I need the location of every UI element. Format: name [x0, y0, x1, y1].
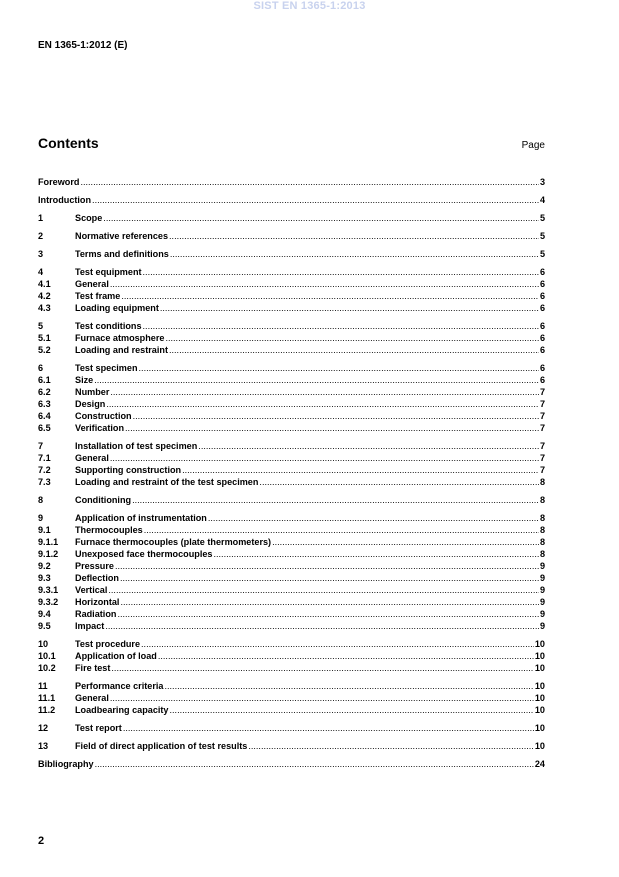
toc-entry[interactable]	[38, 230, 545, 242]
toc-entry-page: 9	[539, 585, 545, 595]
toc-dot-leader	[108, 584, 539, 596]
toc-entry[interactable]	[38, 374, 545, 386]
toc-entry-page: 6	[539, 345, 545, 355]
toc-dot-leader	[110, 386, 539, 398]
toc-group	[38, 230, 545, 242]
toc-entry-number: 3	[38, 249, 44, 259]
toc-entry-number: 4.1	[38, 279, 51, 289]
toc-entry[interactable]	[38, 422, 545, 434]
toc-group	[38, 320, 545, 356]
toc-dot-leader	[139, 362, 539, 374]
toc-entry-number: 9.3.1	[38, 585, 59, 595]
toc-dot-leader	[144, 524, 539, 536]
toc-entry[interactable]	[38, 560, 545, 572]
toc-dot-leader	[123, 722, 534, 734]
toc-entry-title: Loading and restraint of the test specimen	[75, 477, 259, 487]
toc-entry[interactable]	[38, 524, 545, 536]
toc-entry-title: General	[75, 693, 109, 703]
toc-entry[interactable]	[38, 662, 545, 674]
toc-entry[interactable]	[38, 692, 545, 704]
toc-dot-leader	[103, 212, 539, 224]
toc-entry-title: General	[75, 453, 109, 463]
toc-entry-number: 12	[38, 723, 49, 733]
toc-entry-title: Supporting construction	[75, 465, 182, 475]
toc-dot-leader	[125, 422, 539, 434]
toc-entry-page: 10	[534, 741, 545, 751]
toc-entry-title: Normative references	[75, 231, 169, 241]
toc-entry-title: Application of load	[75, 651, 157, 661]
toc-entry[interactable]	[38, 476, 545, 488]
toc-entry-page: 7	[539, 465, 545, 475]
toc-entry-page: 7	[539, 411, 545, 421]
toc-entry-number: 8	[38, 495, 44, 505]
toc-dot-leader	[208, 512, 539, 524]
toc-entry[interactable]	[38, 362, 545, 374]
toc-entry[interactable]	[38, 722, 545, 734]
toc-dot-leader	[182, 464, 539, 476]
toc-entry-title: Verification	[75, 423, 125, 433]
toc-dot-leader	[169, 230, 539, 242]
toc-entry-title: Construction	[75, 411, 132, 421]
toc-dot-leader	[170, 248, 539, 260]
toc-entry[interactable]	[38, 344, 545, 356]
toc-dot-leader	[133, 410, 539, 422]
toc-entry-page: 7	[539, 399, 545, 409]
page-title: Contents	[38, 135, 99, 151]
toc-group	[38, 494, 545, 506]
toc-dot-leader	[213, 548, 538, 560]
toc-dot-leader	[160, 302, 539, 314]
toc-entry-number: 9.2	[38, 561, 51, 571]
toc-entry-number: 5.2	[38, 345, 51, 355]
toc-entry-number: 9.1.2	[38, 549, 59, 559]
toc-entry-page: 5	[539, 249, 545, 259]
toc-entry-number: 7	[38, 441, 44, 451]
toc-dot-leader	[164, 680, 533, 692]
toc-entry-number: 10.1	[38, 651, 56, 661]
toc-entry[interactable]	[38, 758, 545, 770]
toc-entry-number: 9	[38, 513, 44, 523]
toc-entry-title: Conditioning	[75, 495, 132, 505]
toc-entry-page: 7	[539, 423, 545, 433]
toc-dot-leader	[170, 704, 534, 716]
toc-dot-leader	[117, 608, 539, 620]
toc-entry[interactable]	[38, 398, 545, 410]
toc-entry-page: 6	[539, 279, 545, 289]
toc-entry-number: 5	[38, 321, 44, 331]
toc-entry-number: 4.3	[38, 303, 51, 313]
toc-entry[interactable]	[38, 278, 545, 290]
toc-entry-page: 9	[539, 621, 545, 631]
toc-entry-number: 6.2	[38, 387, 51, 397]
toc-entry-title: Test report	[75, 723, 122, 733]
toc-entry-number: 7.1	[38, 453, 51, 463]
toc-entry-title: Horizontal	[75, 597, 120, 607]
toc-dot-leader	[272, 536, 539, 548]
toc-entry-page: 10	[534, 639, 545, 649]
toc-entry-number: 6.3	[38, 399, 51, 409]
toc-dot-leader	[110, 692, 534, 704]
toc-entry-title: Furnace atmosphere	[75, 333, 165, 343]
toc-entry-page: 6	[539, 363, 545, 373]
toc-entry-title: General	[75, 279, 109, 289]
toc-entry[interactable]	[38, 290, 545, 302]
toc-entry-page: 10	[534, 693, 545, 703]
toc-dot-leader	[105, 620, 539, 632]
toc-dot-leader	[95, 758, 534, 770]
toc-dot-leader	[143, 266, 539, 278]
toc-dot-leader	[132, 494, 539, 506]
toc-entry-number: 9.3.2	[38, 597, 59, 607]
toc-entry-title: Scope	[75, 213, 103, 223]
toc-group	[38, 440, 545, 488]
toc-entry[interactable]	[38, 410, 545, 422]
table-of-contents	[38, 176, 545, 776]
document-id: EN 1365-1:2012 (E)	[38, 40, 128, 51]
toc-entry-title: Thermocouples	[75, 525, 143, 535]
toc-entry-page: 6	[539, 303, 545, 313]
toc-entry-number: 4	[38, 267, 44, 277]
toc-group	[38, 638, 545, 674]
toc-entry[interactable]	[38, 248, 545, 260]
toc-entry-page: 24	[534, 759, 545, 769]
toc-entry[interactable]	[38, 740, 545, 752]
toc-dot-leader	[111, 662, 533, 674]
toc-group	[38, 722, 545, 734]
toc-entry-number: 10	[38, 639, 49, 649]
toc-entry-page: 4	[539, 195, 545, 205]
toc-entry-title: Pressure	[75, 561, 114, 571]
toc-entry-title: Size	[75, 375, 94, 385]
toc-entry-title: Bibliography	[38, 759, 94, 769]
toc-dot-leader	[248, 740, 534, 752]
toc-group	[38, 212, 545, 224]
toc-entry[interactable]	[38, 440, 545, 452]
toc-entry-number: 6.5	[38, 423, 51, 433]
toc-entry-page: 8	[539, 513, 545, 523]
toc-entry[interactable]	[38, 572, 545, 584]
toc-entry-page: 6	[539, 321, 545, 331]
watermark: SIST EN 1365-1:2013	[253, 0, 366, 12]
page-number: 2	[38, 835, 45, 847]
toc-entry-number: 9.4	[38, 609, 51, 619]
toc-dot-leader	[120, 596, 538, 608]
toc-entry[interactable]	[38, 302, 545, 314]
toc-dot-leader	[120, 572, 539, 584]
toc-entry[interactable]	[38, 638, 545, 650]
toc-entry-number: 6.4	[38, 411, 51, 421]
toc-entry-title: Field of direct application of test results	[75, 741, 248, 751]
toc-entry-page: 9	[539, 573, 545, 583]
toc-entry[interactable]	[38, 266, 545, 278]
toc-entry-page: 8	[539, 495, 545, 505]
toc-entry-page: 6	[539, 375, 545, 385]
toc-entry-number: 10.2	[38, 663, 56, 673]
toc-entry-title: Unexposed face thermocouples	[75, 549, 213, 559]
toc-entry-number: 2	[38, 231, 44, 241]
toc-entry-page: 8	[539, 477, 545, 487]
toc-entry-page: 7	[539, 453, 545, 463]
toc-entry-number: 4.2	[38, 291, 51, 301]
toc-entry-title: Number	[75, 387, 110, 397]
toc-entry[interactable]	[38, 194, 545, 206]
toc-entry-page: 10	[534, 663, 545, 673]
toc-entry-title: Loading and restraint	[75, 345, 168, 355]
toc-entry-number: 11.1	[38, 693, 56, 703]
toc-entry-title: Design	[75, 399, 106, 409]
toc-entry-page: 9	[539, 597, 545, 607]
toc-entry-number: 9.3	[38, 573, 51, 583]
toc-dot-leader	[115, 560, 539, 572]
toc-entry[interactable]	[38, 386, 545, 398]
toc-entry[interactable]	[38, 452, 545, 464]
toc-entry[interactable]	[38, 680, 545, 692]
toc-entry-page: 8	[539, 537, 545, 547]
toc-group	[38, 176, 545, 188]
toc-entry[interactable]	[38, 548, 545, 560]
toc-entry-number: 11.2	[38, 705, 56, 715]
toc-entry-title: Test conditions	[75, 321, 142, 331]
toc-entry-title: Furnace thermocouples (plate thermometers)	[75, 537, 272, 547]
toc-entry[interactable]	[38, 464, 545, 476]
toc-entry-title: Radiation	[75, 609, 117, 619]
toc-entry-number: 6.1	[38, 375, 51, 385]
toc-entry-page: 10	[534, 705, 545, 715]
toc-entry-title: Loadbearing capacity	[75, 705, 169, 715]
toc-entry-page: 8	[539, 525, 545, 535]
toc-entry-number: 7.3	[38, 477, 51, 487]
toc-entry-page: 5	[539, 231, 545, 241]
toc-dot-leader	[110, 278, 539, 290]
toc-group	[38, 362, 545, 434]
toc-dot-leader	[92, 194, 539, 206]
toc-entry[interactable]	[38, 332, 545, 344]
toc-dot-leader	[80, 176, 539, 188]
toc-entry-page: 10	[534, 651, 545, 661]
toc-entry-number: 9.1.1	[38, 537, 59, 547]
toc-entry-page: 6	[539, 333, 545, 343]
toc-group	[38, 194, 545, 206]
toc-entry-number: 7.2	[38, 465, 51, 475]
toc-entry-number: 11	[38, 681, 48, 691]
toc-entry-title: Application of instrumentation	[75, 513, 207, 523]
toc-entry[interactable]	[38, 596, 545, 608]
toc-group	[38, 512, 545, 632]
toc-dot-leader	[94, 374, 539, 386]
toc-dot-leader	[259, 476, 539, 488]
toc-entry-title: Deflection	[75, 573, 119, 583]
toc-entry-number: 9.1	[38, 525, 51, 535]
toc-group	[38, 266, 545, 314]
toc-entry-title: Installation of test specimen	[75, 441, 198, 451]
toc-entry-page: 5	[539, 213, 545, 223]
toc-entry[interactable]	[38, 512, 545, 524]
toc-entry-page: 3	[539, 177, 545, 187]
toc-entry[interactable]	[38, 320, 545, 332]
toc-entry-title: Test procedure	[75, 639, 141, 649]
toc-dot-leader	[169, 344, 539, 356]
toc-entry[interactable]	[38, 620, 545, 632]
toc-group	[38, 740, 545, 752]
toc-entry[interactable]	[38, 650, 545, 662]
toc-entry-page: 7	[539, 387, 545, 397]
toc-entry-title: Foreword	[38, 177, 80, 187]
toc-entry[interactable]	[38, 584, 545, 596]
toc-entry-number: 6	[38, 363, 44, 373]
toc-entry[interactable]	[38, 494, 545, 506]
toc-group	[38, 758, 545, 770]
toc-entry-page: 10	[534, 681, 545, 691]
toc-entry-page: 9	[539, 561, 545, 571]
toc-dot-leader	[143, 320, 539, 332]
toc-entry[interactable]	[38, 536, 545, 548]
toc-entry[interactable]	[38, 704, 545, 716]
toc-dot-leader	[106, 398, 539, 410]
toc-entry-title: Introduction	[38, 195, 92, 205]
toc-entry-title: Test equipment	[75, 267, 142, 277]
toc-dot-leader	[158, 650, 534, 662]
toc-entry[interactable]	[38, 212, 545, 224]
toc-entry-page: 6	[539, 267, 545, 277]
toc-entry-title: Terms and definitions	[75, 249, 169, 259]
toc-entry-number: 9.5	[38, 621, 51, 631]
toc-dot-leader	[165, 332, 538, 344]
page-column-label: Page	[521, 140, 545, 151]
toc-entry-title: Test specimen	[75, 363, 138, 373]
toc-entry[interactable]	[38, 176, 545, 188]
toc-entry-page: 7	[539, 441, 545, 451]
toc-entry-number: 1	[38, 213, 44, 223]
toc-entry-title: Fire test	[75, 663, 111, 673]
toc-dot-leader	[198, 440, 539, 452]
toc-entry-page: 9	[539, 609, 545, 619]
toc-dot-leader	[141, 638, 534, 650]
toc-dot-leader	[110, 452, 539, 464]
toc-entry-title: Performance criteria	[75, 681, 164, 691]
toc-entry-page: 10	[534, 723, 545, 733]
toc-entry-title: Loading equipment	[75, 303, 159, 313]
toc-entry-title: Impact	[75, 621, 105, 631]
toc-entry-number: 5.1	[38, 333, 51, 343]
toc-group	[38, 680, 545, 716]
toc-dot-leader	[121, 290, 539, 302]
toc-entry-title: Test frame	[75, 291, 121, 301]
toc-entry-number: 13	[38, 741, 49, 751]
toc-group	[38, 248, 545, 260]
toc-entry-page: 6	[539, 291, 545, 301]
toc-entry-page: 8	[539, 549, 545, 559]
toc-entry[interactable]	[38, 608, 545, 620]
toc-entry-title: Vertical	[75, 585, 108, 595]
